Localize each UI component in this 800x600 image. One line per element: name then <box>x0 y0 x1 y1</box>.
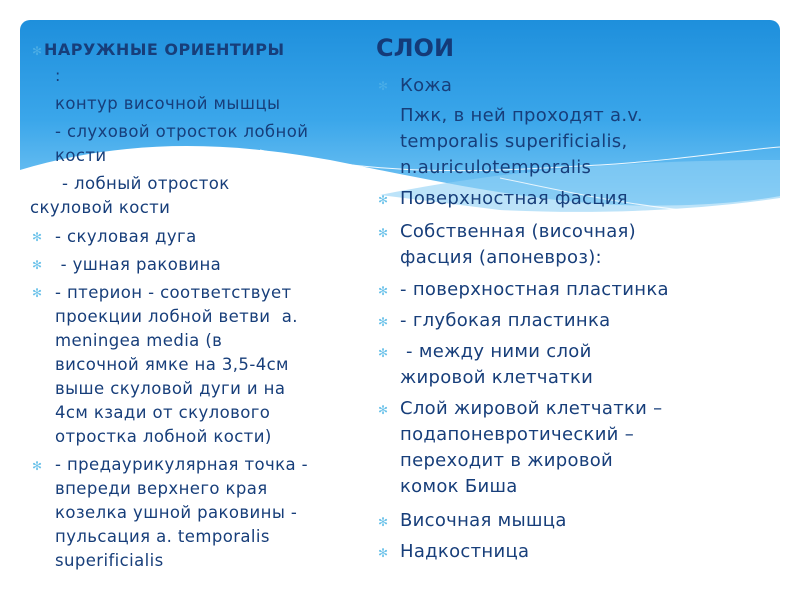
left-item: проекции лобной ветви а. <box>55 307 298 326</box>
left-item: впереди верхнего края <box>55 479 268 498</box>
left-item: 4см кзади от скулового <box>55 403 271 422</box>
right-item: - между ними слой <box>400 341 592 362</box>
left-item: - птерион - соответствует <box>55 283 292 302</box>
right-item: - поверхностная пластинка <box>400 279 669 300</box>
asterisk-bullet-icon: ✻ <box>32 459 43 473</box>
left-item: скуловой кости <box>30 198 171 217</box>
asterisk-bullet-icon: ✻ <box>378 346 389 360</box>
asterisk-bullet-icon: ✻ <box>378 193 389 207</box>
asterisk-bullet-icon: ✻ <box>378 315 389 329</box>
left-item: - лобный отросток <box>62 174 230 193</box>
right-item: Височная мышца <box>400 510 567 531</box>
left-item: - скуловая дуга <box>55 227 197 246</box>
asterisk-bullet-icon: ✻ <box>32 44 43 58</box>
left-item: пульсация а. temporalis <box>55 527 270 546</box>
right-item: n.auriculotemporalis <box>400 157 592 178</box>
left-item: височной ямке на 3,5-4см <box>55 355 289 374</box>
asterisk-bullet-icon: ✻ <box>378 403 389 417</box>
left-item: выше скуловой дуги и на <box>55 379 286 398</box>
right-item: Кожа <box>400 75 453 96</box>
right-item: - глубокая пластинка <box>400 310 611 331</box>
right-item: Надкостница <box>400 541 530 562</box>
asterisk-bullet-icon: ✻ <box>378 79 389 93</box>
left-item: козелка ушной раковины - <box>55 503 298 522</box>
asterisk-bullet-icon: ✻ <box>32 286 43 300</box>
left-item: - ушная раковина <box>55 255 222 274</box>
left-item: meningea media (в <box>55 331 223 350</box>
right-item: комок Биша <box>400 476 518 497</box>
right-item: Поверхностная фасция <box>400 188 628 209</box>
left-item: отростка лобной кости) <box>55 427 272 446</box>
asterisk-bullet-icon: ✻ <box>378 546 389 560</box>
right-item: temporalis superificialis, <box>400 131 628 152</box>
left-item: - предаурикулярная точка - <box>55 455 308 474</box>
right-item: Пжк, в ней проходят a.v. <box>400 105 643 126</box>
asterisk-bullet-icon: ✻ <box>378 515 389 529</box>
left-heading: НАРУЖНЫЕ ОРИЕНТИРЫ <box>44 40 285 59</box>
right-item: переходит в жировой <box>400 450 614 471</box>
right-heading: СЛОИ <box>376 34 455 62</box>
left-item: контур височной мышцы <box>55 94 281 113</box>
right-item: жировой клетчатки <box>400 367 594 388</box>
left-item: superificialis <box>55 551 164 570</box>
right-item: фасция (апоневроз): <box>400 247 602 268</box>
asterisk-bullet-icon: ✻ <box>32 230 43 244</box>
left-heading-colon: : <box>55 66 61 85</box>
asterisk-bullet-icon: ✻ <box>378 226 389 240</box>
right-item: подапоневротический – <box>400 424 635 445</box>
right-item: Собственная (височная) <box>400 221 636 242</box>
asterisk-bullet-icon: ✻ <box>32 258 43 272</box>
right-item: Слой жировой клетчатки – <box>400 398 663 419</box>
left-item: - слуховой отросток лобной <box>55 122 309 141</box>
left-item: кости <box>55 146 107 165</box>
asterisk-bullet-icon: ✻ <box>378 284 389 298</box>
